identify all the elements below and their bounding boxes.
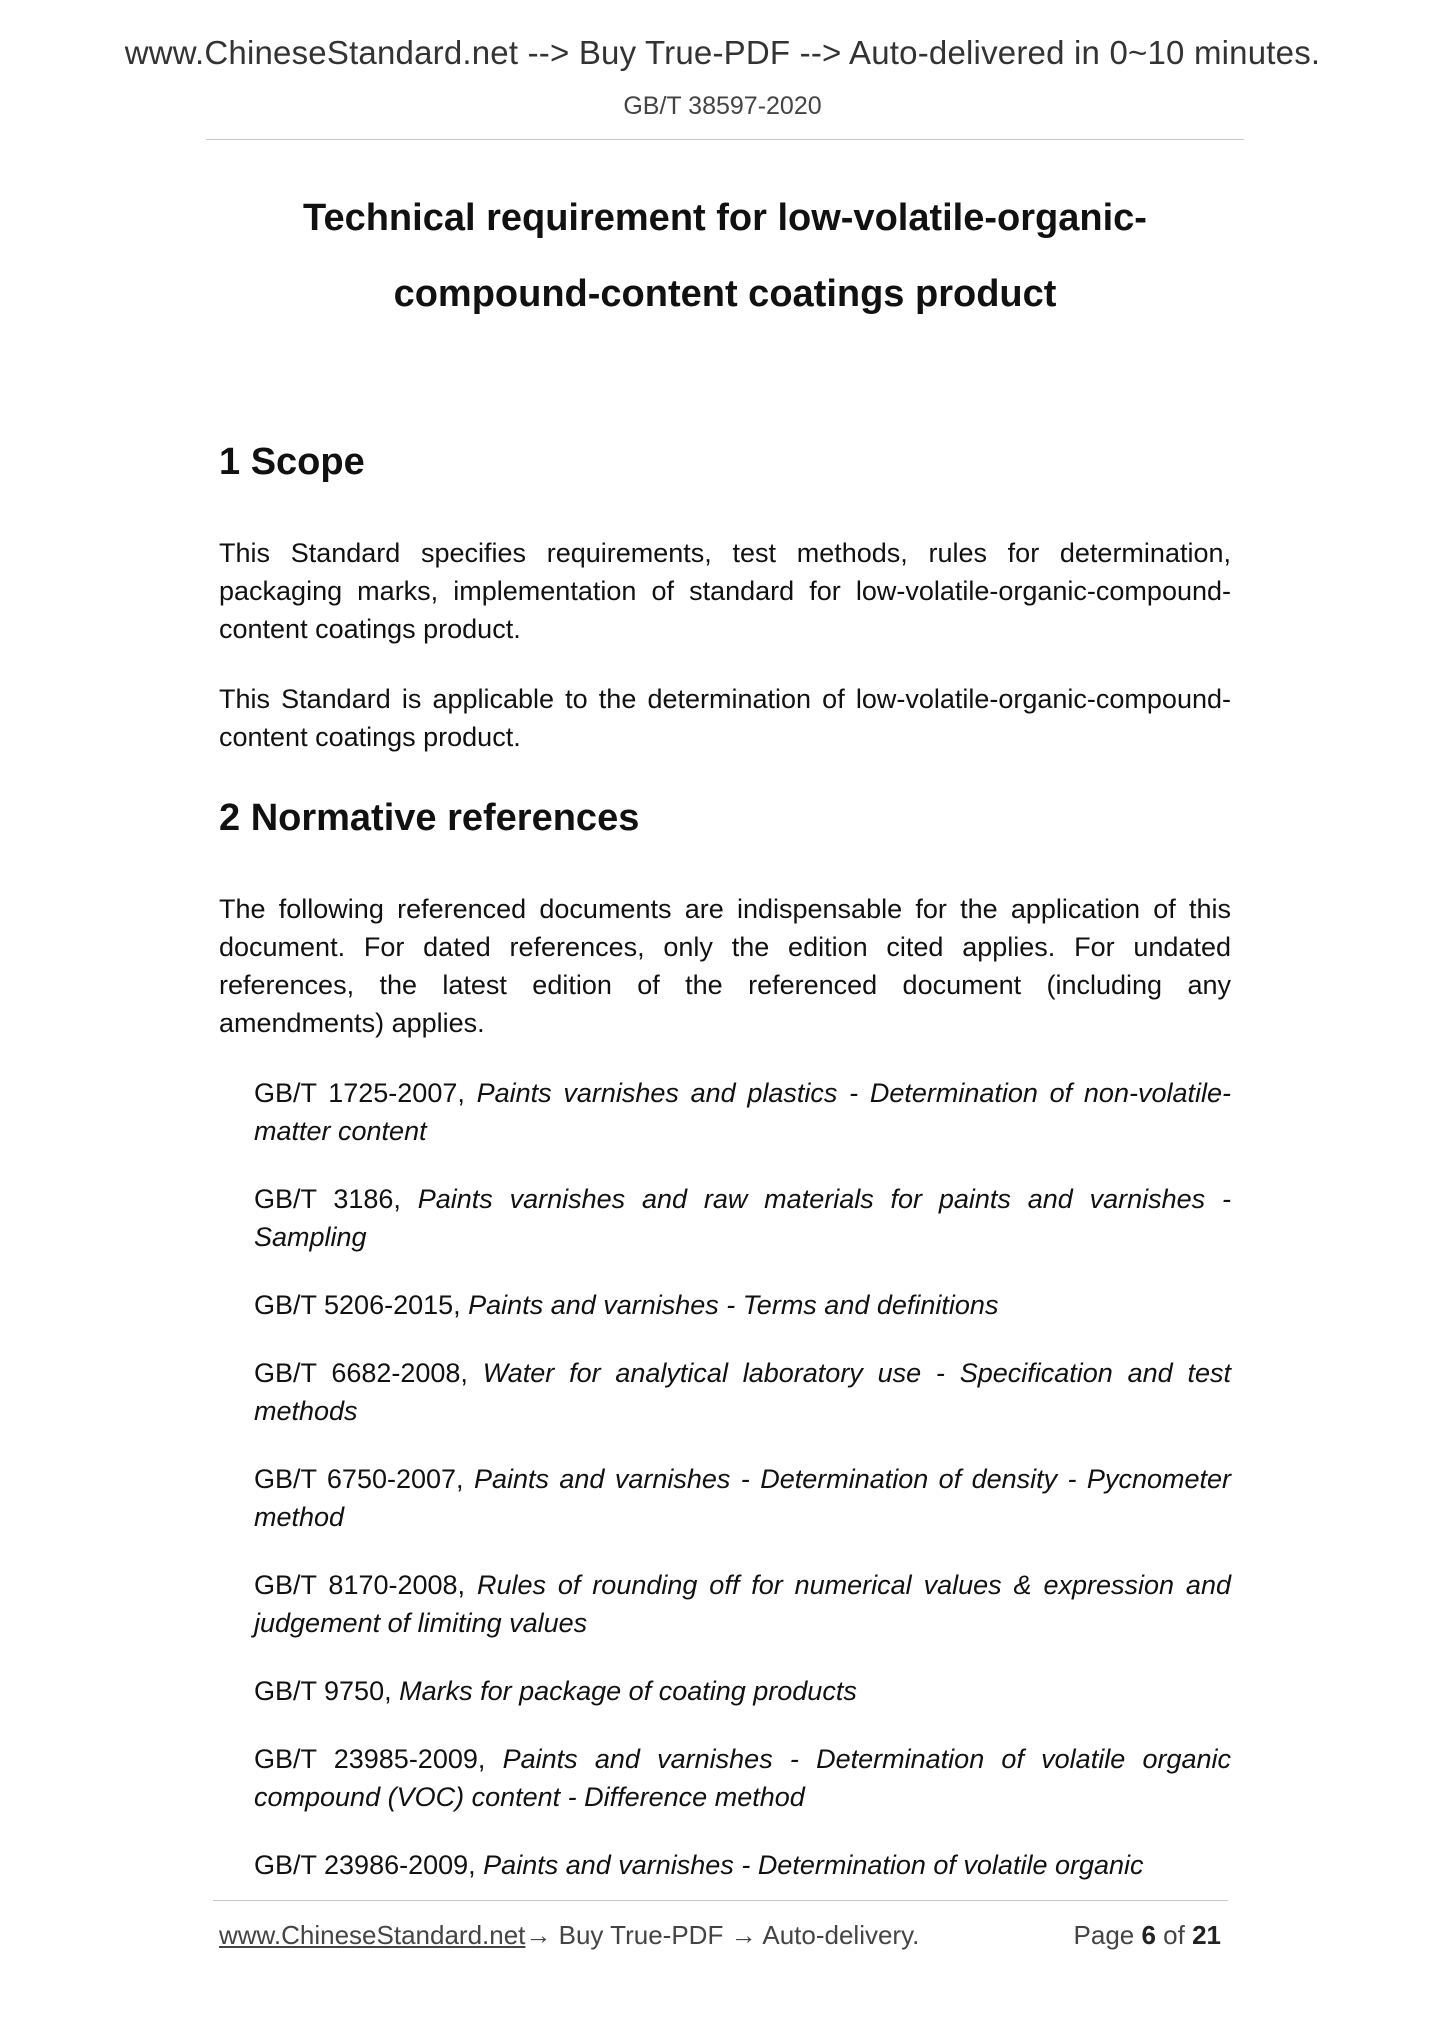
reference-title: Paints varnishes and plastics - Determination of non-volatile-matter content bbox=[254, 1078, 1231, 1146]
reference-title: Paints and varnishes - Determination of volatile organic bbox=[483, 1850, 1144, 1880]
reference-code: GB/T 6750-2007, bbox=[254, 1464, 474, 1494]
reference-code: GB/T 23986-2009, bbox=[254, 1850, 484, 1880]
arrow-right-icon: → bbox=[730, 1920, 757, 1950]
reference-item bbox=[254, 1074, 1231, 1150]
reference-code: GB/T 23985-2009, bbox=[254, 1744, 503, 1774]
footer-divider bbox=[213, 1900, 1228, 1901]
page-of: of bbox=[1155, 1920, 1193, 1950]
page-total: 21 bbox=[1192, 1920, 1221, 1950]
section-scope-heading: 1 Scope bbox=[219, 441, 365, 483]
page-current: 6 bbox=[1141, 1920, 1156, 1950]
reference-title: Marks for package of coating products bbox=[399, 1676, 857, 1706]
reference-title: Paints and varnishes - Terms and definitions bbox=[468, 1290, 999, 1320]
scope-paragraph-2: This Standard is applicable to the determination of low-volatile-organic-compound-content coatings product. bbox=[219, 684, 1231, 752]
footer-delivery-text: Auto-delivery. bbox=[756, 1920, 920, 1950]
reference-code: GB/T 1725-2007, bbox=[254, 1078, 477, 1108]
reference-title: Paints and varnishes - Determination of density - Pycnometer method bbox=[254, 1464, 1231, 1532]
standard-code: GB/T 38597-2020 bbox=[623, 92, 822, 120]
reference-code: GB/T 6682-2008, bbox=[254, 1358, 483, 1388]
footer-site-link[interactable]: www.ChineseStandard.net bbox=[219, 1920, 526, 1950]
reference-title: Paints and varnishes - Determination of volatile organic compound (VOC) content - Difference method bbox=[254, 1744, 1231, 1812]
reference-item bbox=[254, 1180, 1231, 1256]
arrow-right-icon: → bbox=[525, 1920, 552, 1950]
header-divider bbox=[206, 139, 1244, 140]
section-normative-heading: 2 Normative references bbox=[219, 797, 640, 839]
reference-item bbox=[254, 1460, 1231, 1536]
reference-item bbox=[254, 1354, 1231, 1430]
reference-code: GB/T 5206-2015, bbox=[254, 1290, 469, 1320]
reference-code: GB/T 3186, bbox=[254, 1184, 418, 1214]
reference-item bbox=[254, 1566, 1231, 1642]
reference-code: GB/T 8170-2008, bbox=[254, 1570, 477, 1600]
title-line-2: compound-content coatings product bbox=[393, 273, 1057, 315]
reference-item bbox=[254, 1286, 1231, 1324]
reference-title: Water for analytical laboratory use - Specification and test methods bbox=[254, 1358, 1231, 1426]
top-banner: www.ChineseStandard.net --> Buy True-PDF --> Auto-delivered in 0~10 minutes. bbox=[124, 34, 1321, 71]
reference-code: GB/T 9750, bbox=[254, 1676, 400, 1706]
footer-buy-text: Buy True-PDF bbox=[551, 1920, 731, 1950]
reference-item bbox=[254, 1846, 1231, 1884]
reference-item bbox=[254, 1740, 1231, 1816]
normative-intro: The following referenced documents are indispensable for the application of this document. For dated references, only the edition cited applies. For undated references, the latest edition of the referenced document (including any amendments) applies. bbox=[219, 894, 1231, 1038]
page-label: Page bbox=[1073, 1920, 1142, 1950]
footer bbox=[219, 1920, 1231, 1951]
title-line-1: Technical requirement for low-volatile-organic- bbox=[303, 197, 1147, 239]
reference-title: Rules of rounding off for numerical values & expression and judgement of limiting values bbox=[254, 1570, 1231, 1638]
reference-item bbox=[254, 1672, 1231, 1710]
scope-paragraph-1: This Standard specifies requirements, test methods, rules for determination, packaging marks, implementation of standard for low-volatile-organic-compound-content coatings product. bbox=[219, 538, 1231, 644]
document-title bbox=[206, 180, 1244, 332]
reference-title: Paints varnishes and raw materials for paints and varnishes - Sampling bbox=[254, 1184, 1231, 1252]
page-indicator bbox=[1074, 1920, 1221, 1951]
